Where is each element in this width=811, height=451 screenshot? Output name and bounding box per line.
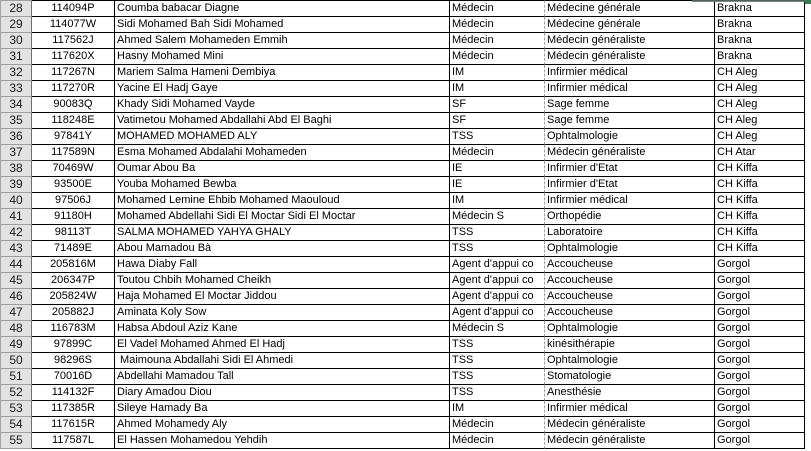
cell-location[interactable]: CH Kiffa xyxy=(715,193,805,209)
cell-full-name[interactable]: Mohamed Lemine Ehbib Mohamed Maouloud xyxy=(115,193,450,209)
cell-position[interactable]: SF xyxy=(450,113,545,129)
cell-position[interactable]: IM xyxy=(450,65,545,81)
cell-full-name[interactable]: Ahmed Salem Mohameden Emmih xyxy=(115,33,450,49)
cell-full-name[interactable]: Oumar Abou Ba xyxy=(115,161,450,177)
cell-staff-id[interactable]: 70016D xyxy=(32,369,115,385)
cell-staff-id[interactable]: 114094P xyxy=(32,0,115,17)
cell-location[interactable]: Gorgol xyxy=(715,273,805,289)
row-number-header[interactable]: 47 xyxy=(0,305,32,321)
row-number-header[interactable]: 38 xyxy=(0,161,32,177)
row-number-header[interactable]: 48 xyxy=(0,321,32,337)
cell-full-name[interactable]: Abdellahi Mamadou Tall xyxy=(115,369,450,385)
cell-position[interactable]: TSS xyxy=(450,225,545,241)
cell-specialty[interactable]: Ophtalmologie xyxy=(545,353,715,369)
cell-staff-id[interactable]: 98296S xyxy=(32,353,115,369)
cell-position[interactable]: Agent d'appui co xyxy=(450,305,545,321)
row-number-header[interactable]: 31 xyxy=(0,49,32,65)
cell-staff-id[interactable]: 117562J xyxy=(32,33,115,49)
cell-specialty[interactable]: Médecin généraliste xyxy=(545,433,715,449)
table-row xyxy=(0,145,805,161)
row-number-header[interactable]: 35 xyxy=(0,113,32,129)
table-row xyxy=(0,385,805,401)
cell-location[interactable]: Gorgol xyxy=(715,337,805,353)
cell-staff-id[interactable]: 205882J xyxy=(32,305,115,321)
cell-location[interactable]: Gorgol xyxy=(715,257,805,273)
cell-specialty[interactable]: Orthopédie xyxy=(545,209,715,225)
cell-specialty[interactable]: Médecine générale xyxy=(545,17,715,33)
row-number-header[interactable]: 52 xyxy=(0,385,32,401)
cell-position[interactable]: Médecin xyxy=(450,17,545,33)
row-number-header[interactable]: 44 xyxy=(0,257,32,273)
cell-location[interactable]: Brakna xyxy=(715,17,805,33)
row-number-header[interactable]: 40 xyxy=(0,193,32,209)
table-row xyxy=(0,273,805,289)
cell-specialty[interactable]: Sage femme xyxy=(545,113,715,129)
cell-staff-id[interactable]: 114132F xyxy=(32,385,115,401)
row-number-header[interactable]: 29 xyxy=(0,17,32,33)
cell-staff-id[interactable]: 97899C xyxy=(32,337,115,353)
cell-full-name[interactable]: SALMA MOHAMED YAHYA GHALY xyxy=(115,225,450,241)
row-number-header[interactable]: 32 xyxy=(0,65,32,81)
table-row xyxy=(0,417,805,433)
cell-full-name[interactable]: Mohamed Abdellahi Sidi El Moctar Sidi El Moctar xyxy=(115,209,450,225)
cell-full-name[interactable]: Yacine El Hadj Gaye xyxy=(115,81,450,97)
cell-staff-id[interactable]: 117587L xyxy=(32,433,115,449)
cell-location[interactable]: Gorgol xyxy=(715,289,805,305)
cell-location[interactable]: CH Kiffa xyxy=(715,161,805,177)
row-number-header[interactable]: 55 xyxy=(0,433,32,449)
table-row xyxy=(0,241,805,257)
cell-location[interactable]: Gorgol xyxy=(715,401,805,417)
cell-full-name[interactable]: Aminata Koly Sow xyxy=(115,305,450,321)
cell-specialty[interactable]: Ophtalmologie xyxy=(545,321,715,337)
table-row xyxy=(0,17,805,33)
cell-staff-id[interactable]: 97506J xyxy=(32,193,115,209)
cell-full-name[interactable]: Haja Mohamed El Moctar Jiddou xyxy=(115,289,450,305)
cell-location[interactable]: CH Aleg xyxy=(715,97,805,113)
cell-position[interactable]: Médecin xyxy=(450,145,545,161)
row-number-header[interactable]: 50 xyxy=(0,353,32,369)
cell-location[interactable]: CH Aleg xyxy=(715,65,805,81)
top-edge-strip xyxy=(692,0,811,2)
cell-staff-id[interactable]: 98113T xyxy=(32,225,115,241)
cell-full-name[interactable]: Diary Amadou Diou xyxy=(115,385,450,401)
cell-staff-id[interactable]: 205816M xyxy=(32,257,115,273)
row-number-header[interactable]: 42 xyxy=(0,225,32,241)
cell-specialty[interactable]: kinésithérapie xyxy=(545,337,715,353)
cell-full-name[interactable]: Hawa Diaby Fall xyxy=(115,257,450,273)
cell-position[interactable]: IM xyxy=(450,193,545,209)
cell-staff-id[interactable]: 117267N xyxy=(32,65,115,81)
cell-position[interactable]: Agent d'appui co xyxy=(450,257,545,273)
cell-staff-id[interactable]: 116783M xyxy=(32,321,115,337)
cell-position[interactable]: IM xyxy=(450,401,545,417)
cell-staff-id[interactable]: 206347P xyxy=(32,273,115,289)
cell-staff-id[interactable]: 117270R xyxy=(32,81,115,97)
cell-position[interactable]: TSS xyxy=(450,369,545,385)
table-row xyxy=(0,33,805,49)
table-row xyxy=(0,353,805,369)
cell-location[interactable]: Brakna xyxy=(715,49,805,65)
row-number-header[interactable]: 51 xyxy=(0,369,32,385)
cell-specialty[interactable]: Stomatologie xyxy=(545,369,715,385)
cell-location[interactable]: CH Kiffa xyxy=(715,225,805,241)
cell-full-name[interactable]: Maimouna Abdallahi Sidi El Ahmedi xyxy=(115,353,450,369)
cell-location[interactable]: Gorgol xyxy=(715,385,805,401)
cell-staff-id[interactable]: 117385R xyxy=(32,401,115,417)
cell-specialty[interactable]: Ophtalmologie xyxy=(545,241,715,257)
cell-position[interactable]: IE xyxy=(450,161,545,177)
row-number-header[interactable]: 46 xyxy=(0,289,32,305)
cell-staff-id[interactable]: 70469W xyxy=(32,161,115,177)
row-number-header[interactable]: 53 xyxy=(0,401,32,417)
cell-full-name[interactable]: El Vadel Mohamed Ahmed El Hadj xyxy=(115,337,450,353)
cell-position[interactable]: IM xyxy=(450,81,545,97)
cell-location[interactable]: Brakna xyxy=(715,33,805,49)
table-row xyxy=(0,257,805,273)
cell-specialty[interactable]: Sage femme xyxy=(545,97,715,113)
cell-location[interactable]: Gorgol xyxy=(715,369,805,385)
table-row xyxy=(0,401,805,417)
cell-position[interactable]: Agent d'appui co xyxy=(450,273,545,289)
table-row xyxy=(0,337,805,353)
cell-staff-id[interactable]: 205824W xyxy=(32,289,115,305)
cell-full-name[interactable]: Ahmed Mohamedy Aly xyxy=(115,417,450,433)
cell-staff-id[interactable]: 117615R xyxy=(32,417,115,433)
table-row xyxy=(0,81,805,97)
cell-specialty[interactable]: Infirmier médical xyxy=(545,81,715,97)
table-row xyxy=(0,65,805,81)
cell-position[interactable]: TSS xyxy=(450,241,545,257)
table-row xyxy=(0,161,805,177)
cell-location[interactable]: CH Aleg xyxy=(715,113,805,129)
page-corner-marker xyxy=(805,0,811,4)
cell-position[interactable]: TSS xyxy=(450,337,545,353)
cell-staff-id[interactable]: 71489E xyxy=(32,241,115,257)
table-row xyxy=(0,177,805,193)
cell-specialty[interactable]: Accoucheuse xyxy=(545,289,715,305)
row-number-header[interactable]: 30 xyxy=(0,33,32,49)
cell-specialty[interactable]: Ophtalmologie xyxy=(545,129,715,145)
cell-position[interactable]: TSS xyxy=(450,353,545,369)
row-number-header[interactable]: 54 xyxy=(0,417,32,433)
cell-full-name[interactable]: Hasny Mohamed Mini xyxy=(115,49,450,65)
cell-specialty[interactable]: Infirmier médical xyxy=(545,65,715,81)
cell-location[interactable]: CH Kiffa xyxy=(715,241,805,257)
cell-position[interactable]: Médecin S xyxy=(450,321,545,337)
cell-full-name[interactable]: Mariem Salma Hameni Dembiya xyxy=(115,65,450,81)
cell-specialty[interactable]: Infirmier médical xyxy=(545,401,715,417)
cell-full-name[interactable]: MOHAMED MOHAMED ALY xyxy=(115,129,450,145)
table-row xyxy=(0,113,805,129)
cell-staff-id[interactable]: 90083Q xyxy=(32,97,115,113)
row-number-header[interactable]: 41 xyxy=(0,209,32,225)
table-row xyxy=(0,0,805,17)
row-number-header[interactable]: 43 xyxy=(0,241,32,257)
cell-specialty[interactable]: Laboratoire xyxy=(545,225,715,241)
cell-location[interactable]: Brakna xyxy=(715,0,805,17)
cell-location[interactable]: CH Kiffa xyxy=(715,209,805,225)
cell-staff-id[interactable]: 117589N xyxy=(32,145,115,161)
cell-staff-id[interactable]: 114077W xyxy=(32,17,115,33)
cell-specialty[interactable]: Anesthésie xyxy=(545,385,715,401)
row-number-header[interactable]: 49 xyxy=(0,337,32,353)
cell-staff-id[interactable]: 118248E xyxy=(32,113,115,129)
cell-position[interactable]: TSS xyxy=(450,385,545,401)
cell-location[interactable]: Gorgol xyxy=(715,417,805,433)
cell-position[interactable]: TSS xyxy=(450,129,545,145)
cell-full-name[interactable]: Khady Sidi Mohamed Vayde xyxy=(115,97,450,113)
cell-staff-id[interactable]: 97841Y xyxy=(32,129,115,145)
cell-full-name[interactable]: Youba Mohamed Bewba xyxy=(115,177,450,193)
table-row xyxy=(0,193,805,209)
cell-specialty[interactable]: Infirmier médical xyxy=(545,193,715,209)
cell-specialty[interactable]: Médecin généraliste xyxy=(545,33,715,49)
row-number-header[interactable]: 36 xyxy=(0,129,32,145)
table-row xyxy=(0,369,805,385)
cell-full-name[interactable]: Abou Mamadou Bà xyxy=(115,241,450,257)
cell-location[interactable]: CH Aleg xyxy=(715,129,805,145)
cell-specialty[interactable]: Accoucheuse xyxy=(545,305,715,321)
table-row xyxy=(0,49,805,65)
cell-full-name[interactable]: Sileye Hamady Ba xyxy=(115,401,450,417)
cell-position[interactable]: Médecin xyxy=(450,417,545,433)
cell-location[interactable]: Gorgol xyxy=(715,353,805,369)
cell-location[interactable]: CH Atar xyxy=(715,145,805,161)
cell-specialty[interactable]: Accoucheuse xyxy=(545,273,715,289)
cell-location[interactable]: Gorgol xyxy=(715,433,805,449)
row-number-header[interactable]: 37 xyxy=(0,145,32,161)
cell-position[interactable]: Médecin xyxy=(450,33,545,49)
table-row xyxy=(0,129,805,145)
cell-staff-id[interactable]: 93500E xyxy=(32,177,115,193)
cell-specialty[interactable]: Médecin généraliste xyxy=(545,49,715,65)
cell-location[interactable]: CH Aleg xyxy=(715,81,805,97)
cell-location[interactable]: Gorgol xyxy=(715,321,805,337)
row-number-header[interactable]: 45 xyxy=(0,273,32,289)
table-row xyxy=(0,209,805,225)
cell-full-name[interactable]: Vatimetou Mohamed Abdallahi Abd El Baghi xyxy=(115,113,450,129)
row-number-header[interactable]: 39 xyxy=(0,177,32,193)
table-row xyxy=(0,305,805,321)
cell-specialty[interactable]: Accoucheuse xyxy=(545,257,715,273)
cell-position[interactable]: SF xyxy=(450,97,545,113)
cell-full-name[interactable]: Esma Mohamed Abdalahi Mohameden xyxy=(115,145,450,161)
table-row xyxy=(0,321,805,337)
cell-specialty[interactable]: Infirmier d'Etat xyxy=(545,161,715,177)
cell-specialty[interactable]: Médecine générale xyxy=(545,0,715,17)
table-row xyxy=(0,289,805,305)
cell-specialty[interactable]: Infirmier d'Etat xyxy=(545,177,715,193)
cell-full-name[interactable]: El Hassen Mohamedou Yehdih xyxy=(115,433,450,449)
cell-position[interactable]: Médecin xyxy=(450,49,545,65)
cell-position[interactable]: Médecin S xyxy=(450,209,545,225)
row-number-header[interactable]: 34 xyxy=(0,97,32,113)
table-row xyxy=(0,433,805,449)
cell-full-name[interactable]: Toutou Chbih Mohamed Cheikh xyxy=(115,273,450,289)
cell-full-name[interactable]: Coumba babacar Diagne xyxy=(115,0,450,17)
cell-location[interactable]: Gorgol xyxy=(715,305,805,321)
cell-position[interactable]: IE xyxy=(450,177,545,193)
row-number-header[interactable]: 33 xyxy=(0,81,32,97)
table-row xyxy=(0,225,805,241)
cell-location[interactable]: CH Kiffa xyxy=(715,177,805,193)
table-row xyxy=(0,97,805,113)
cell-specialty[interactable]: Médecin généraliste xyxy=(545,145,715,161)
cell-staff-id[interactable]: 117620X xyxy=(32,49,115,65)
cell-position[interactable]: Médecin xyxy=(450,0,545,17)
cell-staff-id[interactable]: 91180H xyxy=(32,209,115,225)
cell-specialty[interactable]: Médecin généraliste xyxy=(545,417,715,433)
cell-position[interactable]: Agent d'appui co xyxy=(450,289,545,305)
cell-full-name[interactable]: Habsa Abdoul Aziz Kane xyxy=(115,321,450,337)
cell-position[interactable]: Médecin xyxy=(450,433,545,449)
cell-full-name[interactable]: Sidi Mohamed Bah Sidi Mohamed xyxy=(115,17,450,33)
row-number-header[interactable]: 28 xyxy=(0,0,32,17)
